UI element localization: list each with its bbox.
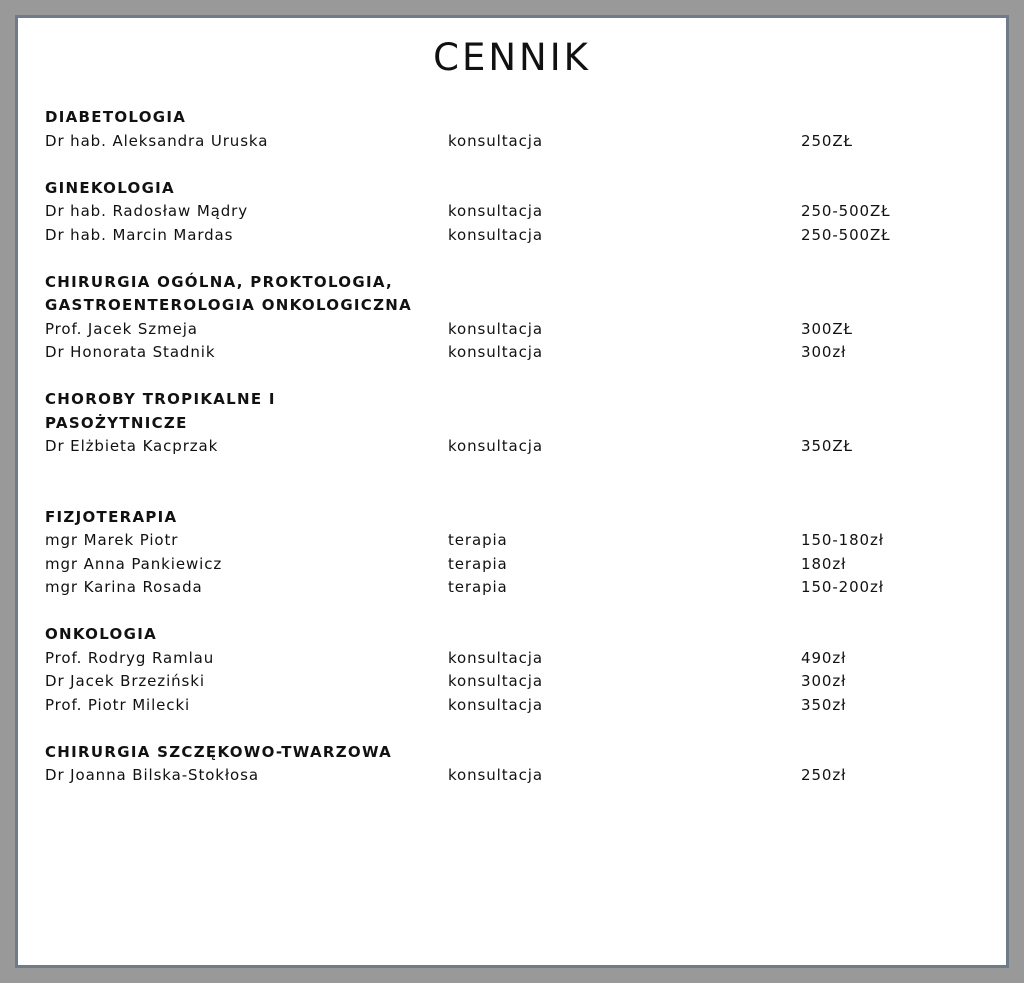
price-section	[45, 506, 985, 600]
service-type: konsultacja	[448, 131, 543, 150]
service-price: 350ZŁ	[801, 437, 853, 455]
price-row	[45, 130, 985, 154]
doctor-name: Prof. Jacek Szmeja	[45, 319, 198, 338]
doctor-name: Dr Honorata Stadnik	[45, 343, 216, 361]
price-list-card	[15, 15, 1009, 968]
service-type: konsultacja	[448, 437, 543, 455]
price-section	[45, 271, 985, 365]
price-row	[45, 529, 985, 553]
price-row	[45, 764, 985, 788]
section-title: ONKOLOGIA	[45, 625, 157, 643]
section-title: CHIRURGIA OGÓLNA, PROKTOLOGIA, GASTROENTEROLOGIA ONKOLOGICZNA	[45, 272, 413, 314]
section-title: CHIRURGIA SZCZĘKOWO-TWARZOWA	[45, 742, 393, 761]
service-type: konsultacja	[448, 672, 543, 690]
doctor-name: mgr Karina Rosada	[45, 578, 203, 596]
price-row	[45, 670, 985, 694]
service-type: konsultacja	[448, 343, 543, 361]
service-price: 250-500ZŁ	[801, 202, 891, 220]
price-row	[45, 200, 985, 224]
service-price: 300ZŁ	[801, 319, 853, 338]
service-price: 250ZŁ	[801, 131, 853, 150]
service-type: konsultacja	[448, 202, 543, 220]
doctor-name: Dr hab. Aleksandra Uruska	[45, 131, 269, 150]
service-price: 350zł	[801, 695, 847, 714]
service-price: 300zł	[801, 343, 847, 361]
section-title: FIZJOTERAPIA	[45, 507, 178, 526]
price-section	[45, 106, 985, 153]
service-type: konsultacja	[448, 225, 543, 244]
section-title: CHOROBY TROPIKALNE I PASOŻYTNICZE	[45, 390, 276, 432]
service-type: terapia	[448, 531, 508, 549]
service-type: terapia	[448, 578, 508, 596]
price-section	[45, 741, 985, 788]
page-title: CENNIK	[433, 36, 591, 79]
price-row	[45, 553, 985, 577]
price-row	[45, 341, 985, 365]
service-price: 180zł	[801, 554, 847, 573]
service-price: 300zł	[801, 672, 847, 690]
doctor-name: Dr Joanna Bilska-Stokłosa	[45, 766, 259, 784]
price-section	[45, 623, 985, 717]
price-row	[45, 647, 985, 671]
doctor-name: Dr Jacek Brzeziński	[45, 672, 205, 690]
service-price: 490zł	[801, 648, 847, 667]
price-row	[45, 694, 985, 718]
service-type: konsultacja	[448, 648, 543, 667]
doctor-name: Prof. Piotr Milecki	[45, 695, 191, 714]
doctor-name: mgr Anna Pankiewicz	[45, 554, 223, 573]
service-type: terapia	[448, 554, 508, 573]
doctor-name: Dr Elżbieta Kacprzak	[45, 437, 219, 455]
doctor-name: mgr Marek Piotr	[45, 531, 179, 549]
section-title: DIABETOLOGIA	[45, 108, 187, 126]
service-type: konsultacja	[448, 319, 543, 338]
doctor-name: Dr hab. Radosław Mądry	[45, 202, 249, 220]
price-section	[45, 388, 985, 459]
price-row	[45, 224, 985, 248]
service-type: konsultacja	[448, 695, 543, 714]
service-price: 250zł	[801, 766, 847, 784]
doctor-name: Dr hab. Marcin Mardas	[45, 225, 234, 244]
service-price: 150-180zł	[801, 531, 884, 549]
doctor-name: Prof. Rodryg Ramlau	[45, 648, 215, 667]
price-row	[45, 318, 985, 342]
price-row	[45, 576, 985, 600]
service-price: 150-200zł	[801, 578, 884, 596]
service-type: konsultacja	[448, 766, 543, 784]
section-title: GINEKOLOGIA	[45, 178, 175, 197]
price-list	[45, 106, 985, 811]
price-section	[45, 177, 985, 248]
price-row	[45, 435, 985, 459]
service-price: 250-500ZŁ	[801, 225, 891, 244]
